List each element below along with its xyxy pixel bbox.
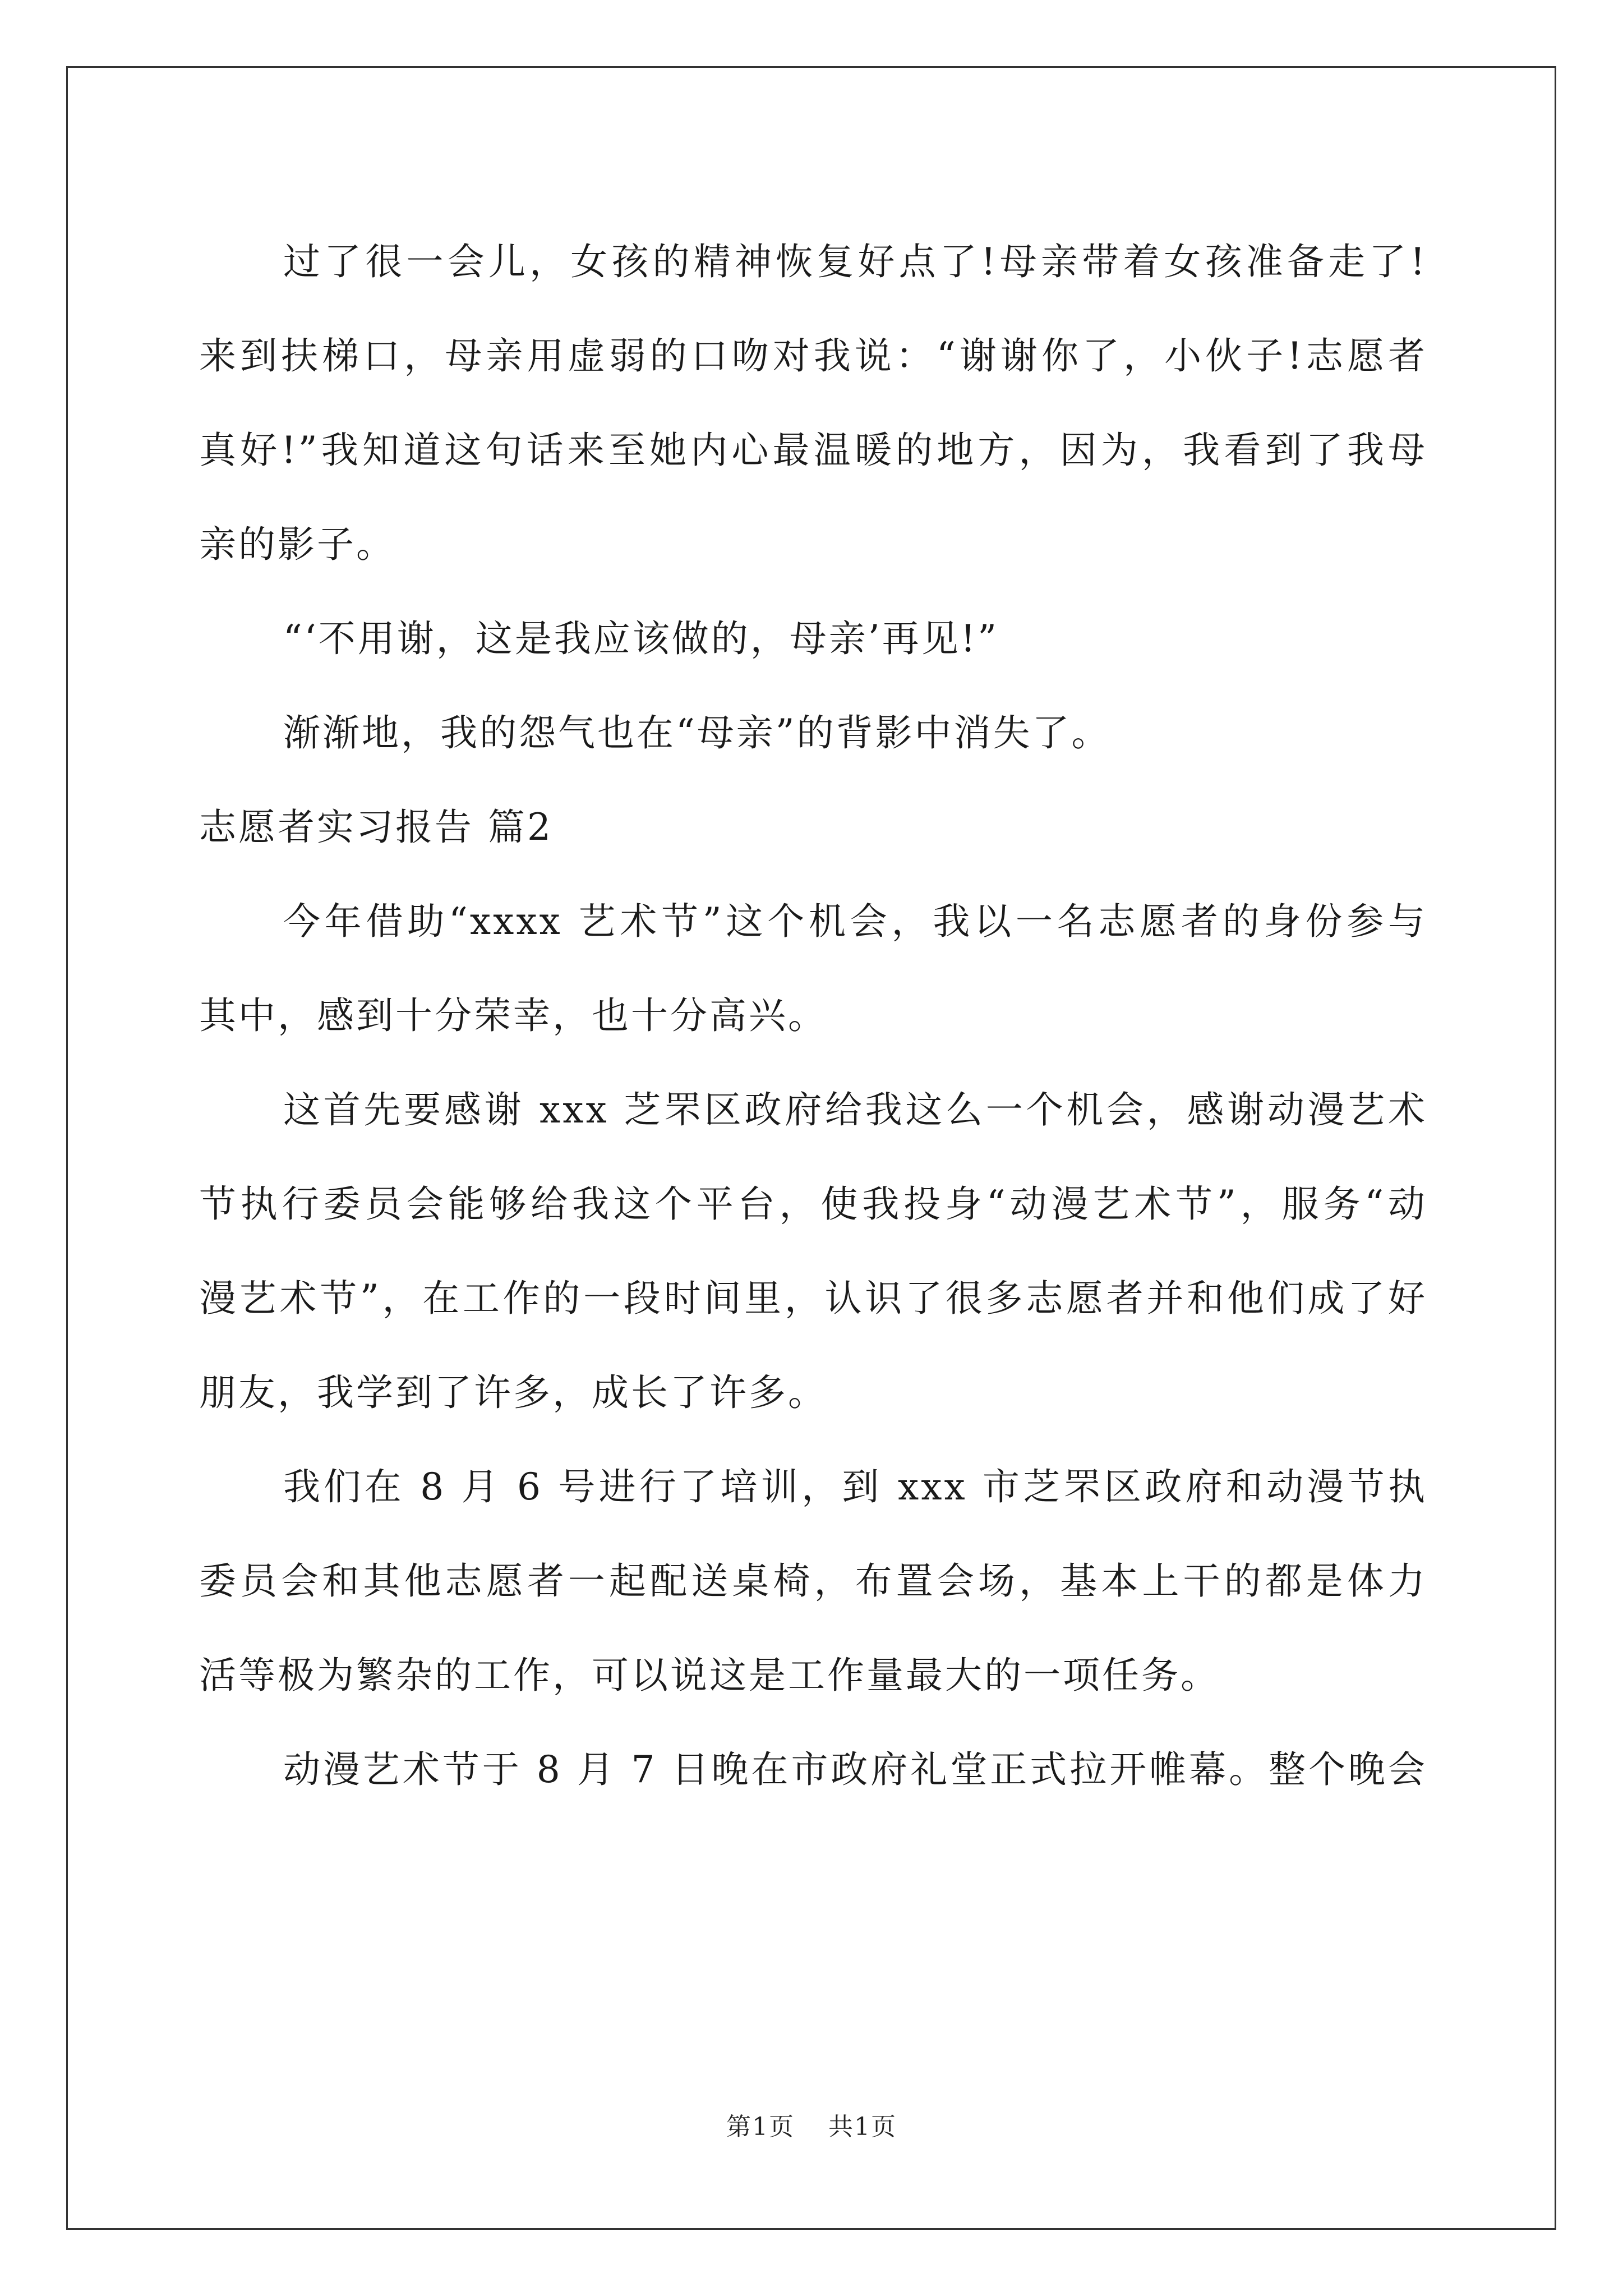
- paragraph-line: 渐渐地，我的怨气也在“母亲”的背影中消失了。: [283, 711, 1111, 754]
- paragraph-line: 其中，感到十分荣幸，也十分高兴。: [199, 994, 827, 1037]
- document-body: [199, 215, 1427, 1817]
- paragraph-line: 活等极为繁杂的工作，可以说这是工作量最大的一项任务。: [199, 1654, 1220, 1697]
- paragraph-line: 过了很一会儿，女孩的精神恢复好点了!母亲带着女孩准备走了!: [283, 240, 1427, 283]
- paragraph-line: 来到扶梯口，母亲用虚弱的口吻对我说：“谢谢你了，小伙子!志愿者: [199, 334, 1427, 378]
- paragraph-line: 漫艺术节”，在工作的一段时间里，认识了很多志愿者并和他们成了好: [199, 1277, 1427, 1320]
- page-number-total: 共1页: [828, 2113, 897, 2141]
- section-heading: 志愿者实习报告 篇2: [199, 806, 553, 849]
- paragraph-line: 我们在 8 月 6 号进行了培训，到 xxx 市芝罘区政府和动漫节执: [283, 1465, 1427, 1508]
- paragraph-line: 真好!”我知道这句话来至她内心最温暖的地方，因为，我看到了我母: [199, 429, 1427, 472]
- paragraph-line: “‘不用谢，这是我应该做的，母亲’再见!”: [283, 617, 999, 660]
- paragraph-line: 亲的影子。: [199, 523, 395, 566]
- paragraph-line: 朋友，我学到了许多，成长了许多。: [199, 1371, 827, 1414]
- paragraph-line: 今年借助“xxxx 艺术节”这个机会，我以一名志愿者的身份参与: [283, 900, 1427, 943]
- paragraph-line: 节执行委员会能够给我这个平台，使我投身“动漫艺术节”，服务“动: [199, 1182, 1427, 1226]
- paragraph-line: 委员会和其他志愿者一起配送桌椅，布置会场，基本上干的都是体力: [199, 1559, 1427, 1603]
- paragraph-line: 这首先要感谢 xxx 芝罘区政府给我这么一个机会，感谢动漫艺术: [283, 1088, 1427, 1131]
- paragraph-line: 动漫艺术节于 8 月 7 日晚在市政府礼堂正式拉开帷幕。整个晚会: [283, 1748, 1427, 1791]
- page-footer: [0, 2106, 1623, 2142]
- page-number-current: 第1页: [726, 2113, 795, 2141]
